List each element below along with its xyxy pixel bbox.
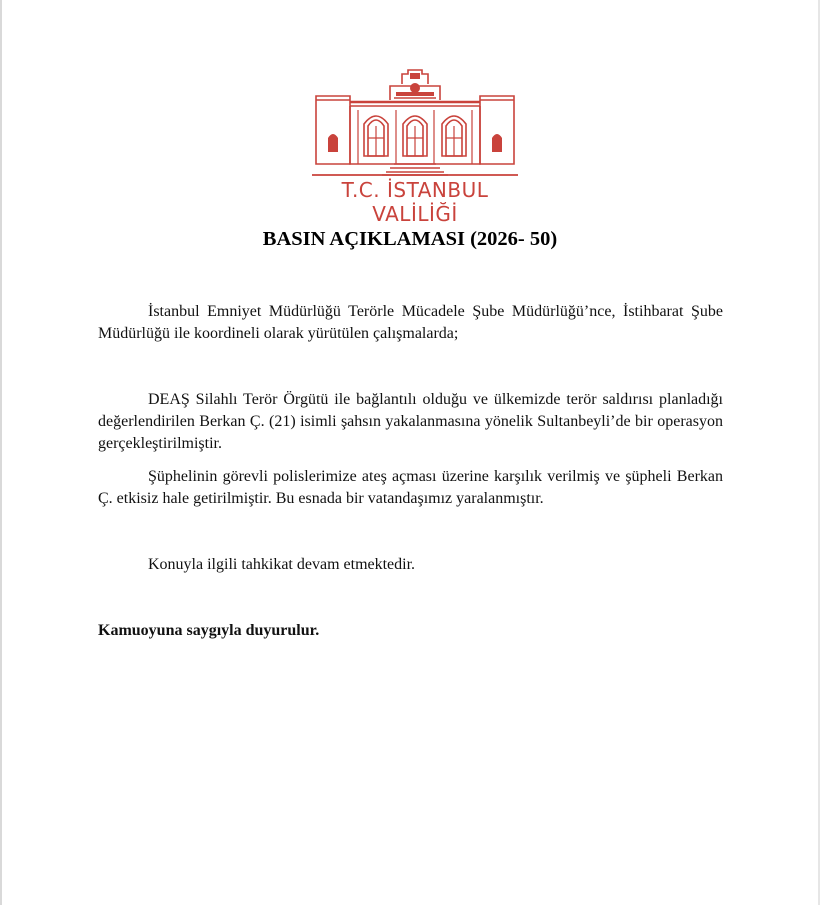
paragraph-investigation: Konuyla ilgili tahkikat devam etmektedir. xyxy=(148,556,416,573)
document-title: BASIN AÇIKLAMASI (2026- 50) xyxy=(262,228,558,250)
istanbul-governorship-building-icon xyxy=(310,64,520,176)
paragraph-incident: Şüphelinin görevli polislerimize ateş açması üzerine karşılık verilmiş ve şüpheli Berkan Ç. etkisiz hale getirilmiştir. Bu esnada bir vatandaşımız yaralanmıştır. xyxy=(98,468,723,507)
governorship-logo xyxy=(310,64,520,226)
paragraph-operation: DEAŞ Silahlı Terör Örgütü ile bağlantılı olduğu ve ülkemizde terör saldırısı planladığı değerlendirilen Berkan Ç. (21) isimli şahsın yakalanmasına yönelik Sultanbeyli’de bir operasyon gerçekleştirilmiştir. xyxy=(98,391,723,452)
closing-statement: Kamuoyuna saygıyla duyurulur. xyxy=(98,622,320,639)
page-left-edge xyxy=(0,0,2,905)
logo-text: T.C. İSTANBUL VALİLİĞİ xyxy=(341,178,489,226)
paragraph-intro: İstanbul Emniyet Müdürlüğü Terörle Mücadele Şube Müdürlüğü’nce, İstihbarat Şube Müdürlüğü ile koordineli olarak yürütülen çalışmalarda; xyxy=(98,303,723,342)
